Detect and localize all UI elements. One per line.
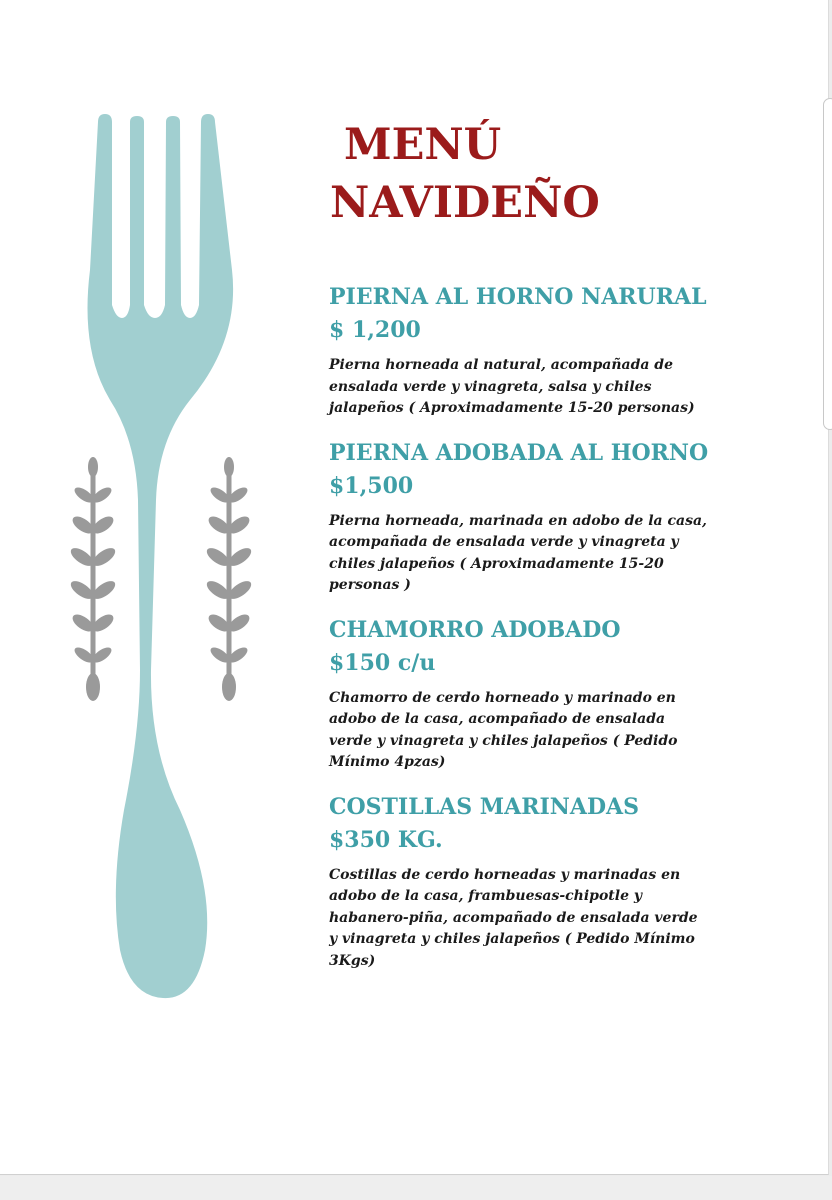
menu-items-list	[329, 282, 759, 990]
menu-item-price: $ 1,200	[329, 317, 421, 343]
menu-item-description: Costillas de cerdo horneadas y marinadas en adobo de la casa, frambuesas-chipotle y habanero-piña, acompañado de ensalada verde y vinagreta y chiles jalapeños ( Pedido Mínimo 3Kgs)	[329, 866, 698, 969]
menu-item-price: $1,500	[329, 472, 414, 499]
page-scroll-handle[interactable]	[823, 98, 832, 430]
menu-item	[329, 792, 759, 973]
menu-title-line2: NAVIDEÑO	[330, 178, 600, 228]
menu-item-name: PIERNA ADOBADA AL HORNO	[329, 439, 709, 466]
fork-illustration	[60, 110, 280, 1010]
menu-item	[329, 438, 759, 597]
menu-title	[330, 116, 770, 232]
menu-item-description: Chamorro de cerdo horneado y marinado en adobo de la casa, acompañado de ensalada verde y vinagreta y chiles jalapeños ( Pedido Mínimo 4pzas)	[329, 689, 678, 770]
menu-item-price: $350 KG.	[329, 826, 443, 853]
menu-item-name: COSTILLAS MARINADAS	[329, 793, 639, 820]
menu-item	[329, 615, 759, 774]
menu-title-line1: MENÚ	[344, 120, 502, 170]
menu-item-price: $150 c/u	[329, 649, 436, 676]
leaf-sprig-left-icon	[68, 457, 118, 701]
menu-item-name: CHAMORRO ADOBADO	[329, 616, 621, 643]
leaf-sprig-right-icon	[204, 457, 254, 701]
menu-item-description: Pierna horneada, marinada en adobo de la casa, acompañada de ensalada verde y vinagreta y chiles jalapeños ( Aproximadamente 15-20 personas )	[329, 512, 707, 593]
menu-item-name: PIERNA AL HORNO NARURAL	[329, 284, 707, 310]
bottom-strip	[0, 1176, 832, 1200]
menu-item-description: Pierna horneada al natural, acompañada de ensalada verde y vinagreta, salsa y chiles jalapeños ( Aproximadamente 15-20 personas)	[329, 357, 695, 416]
menu-item	[329, 282, 759, 420]
